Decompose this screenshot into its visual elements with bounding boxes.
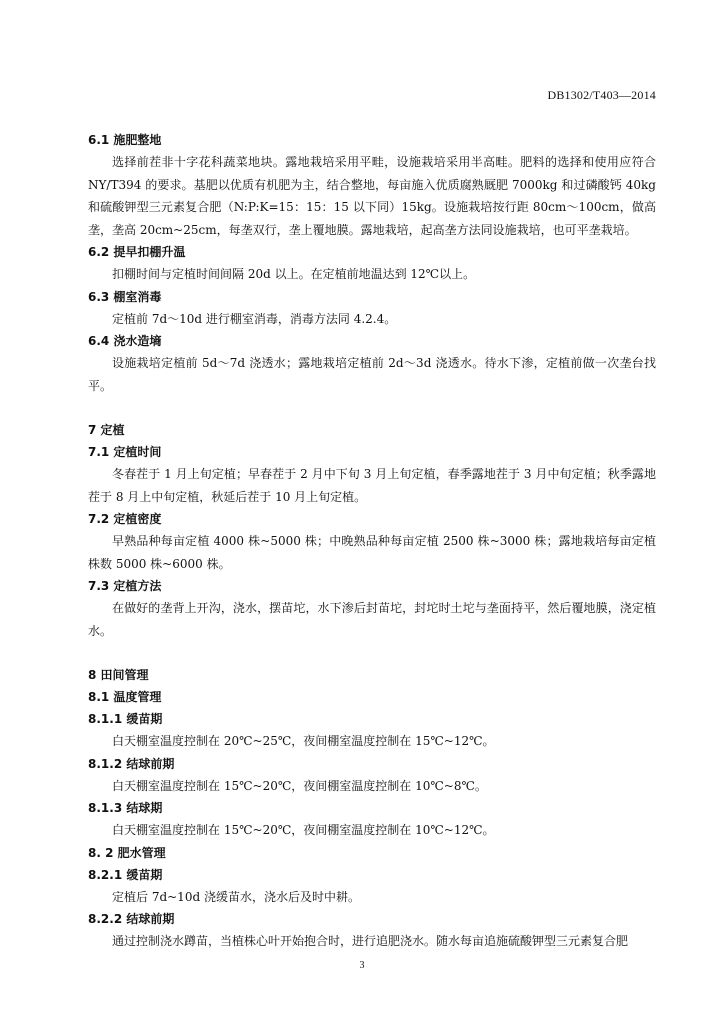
section-heading: 7.1 定植时间: [88, 445, 162, 459]
section-heading: 6.4 浇水造墒: [88, 334, 162, 348]
section-paragraph: 定植后 7d~10d 浇缓苗水，浇水后及时中耕。: [112, 889, 360, 904]
section-heading: 6.1 施肥整地: [88, 133, 162, 147]
section-heading: 8.2.1 缓苗期: [88, 867, 163, 882]
section-heading: 8.1.3 结球期: [88, 801, 163, 815]
section-spacer: [88, 642, 656, 664]
page-number: 3: [359, 960, 365, 971]
section-heading: 8. 2 肥水管理: [88, 845, 166, 860]
section-paragraph: 早熟品种每亩定植 4000 株~5000 株；中晚熟品种每亩定植 2500 株~3000 株；露地栽培每亩定植株数 5000 株~6000 株。: [88, 534, 656, 571]
section-paragraph: 在做好的垄背上开沟，浇水，摆苗坨，水下渗后封苗坨，封坨时土坨与垄面持平，然后覆地膜，浇定植水。: [88, 601, 656, 638]
section-spacer: [88, 397, 656, 419]
section-paragraph: 白天棚室温度控制在 15℃~20℃，夜间棚室温度控制在 10℃~8℃。: [112, 778, 487, 793]
section-heading: 7 定植: [88, 423, 125, 437]
section-heading: 8.2.2 结球前期: [88, 912, 175, 926]
section-paragraph: 选择前茬非十字花科蔬菜地块。露地栽培采用平畦，设施栽培采用半高畦。肥料的选择和使用应符合 NY/T394 的要求。基肥以优质有机肥为主，结合整地，每亩施入优质腐熟厩肥 7000kg 和过磷酸钙 40kg 和硫酸钾型三元素复合肥（N:P:K=15：15：15 以下同）15kg。设施栽培按行距 80cm～100cm，做高垄，垄高 20cm~25cm，每垄双行，垄上覆地膜。露地栽培，起高垄方法同设施栽培，也可平垄栽培。: [88, 155, 656, 237]
document-code: DB1302/T403—2014: [547, 88, 656, 102]
section-heading: 8 田间管理: [88, 668, 149, 682]
section-paragraph: 冬春茬于 1 月上旬定植；早春茬于 2 月中下旬 3 月上旬定植，春季露地茬于 3 月中旬定植；秋季露地茬于 8 月上中旬定植，秋延后茬于 10 月上旬定植。: [88, 467, 656, 504]
section-heading: 6.2 提早扣棚升温: [88, 245, 186, 259]
section-heading: 8.1 温度管理: [88, 690, 162, 704]
section-heading: 7.2 定植密度: [88, 512, 162, 526]
section-paragraph: 通过控制浇水蹲苗，当植株心叶开始抱合时，进行追肥浇水。随水每亩追施硫酸钾型三元素复合肥: [112, 934, 629, 948]
section-heading: 7.3 定植方法: [88, 579, 162, 593]
section-heading: 8.1.2 结球前期: [88, 756, 175, 771]
section-paragraph: 扣棚时间与定植时间间隔 20d 以上。在定植前地温达到 12℃以上。: [112, 267, 476, 281]
document-body: [88, 129, 656, 953]
section-paragraph: 定植前 7d～10d 进行棚室消毒，消毒方法同 4.2.4。: [112, 311, 397, 326]
section-paragraph: 设施栽培定植前 5d～7d 浇透水；露地栽培定植前 2d～3d 浇透水。待水下渗，定植前做一次垄台找平。: [88, 356, 656, 393]
section-heading: 6.3 棚室消毒: [88, 289, 162, 304]
section-paragraph: 白天棚室温度控制在 15℃~20℃，夜间棚室温度控制在 10℃~12℃。: [112, 823, 495, 837]
section-paragraph: 白天棚室温度控制在 20℃~25℃，夜间棚室温度控制在 15℃~12℃。: [112, 734, 495, 748]
section-heading: 8.1.1 缓苗期: [88, 712, 163, 726]
